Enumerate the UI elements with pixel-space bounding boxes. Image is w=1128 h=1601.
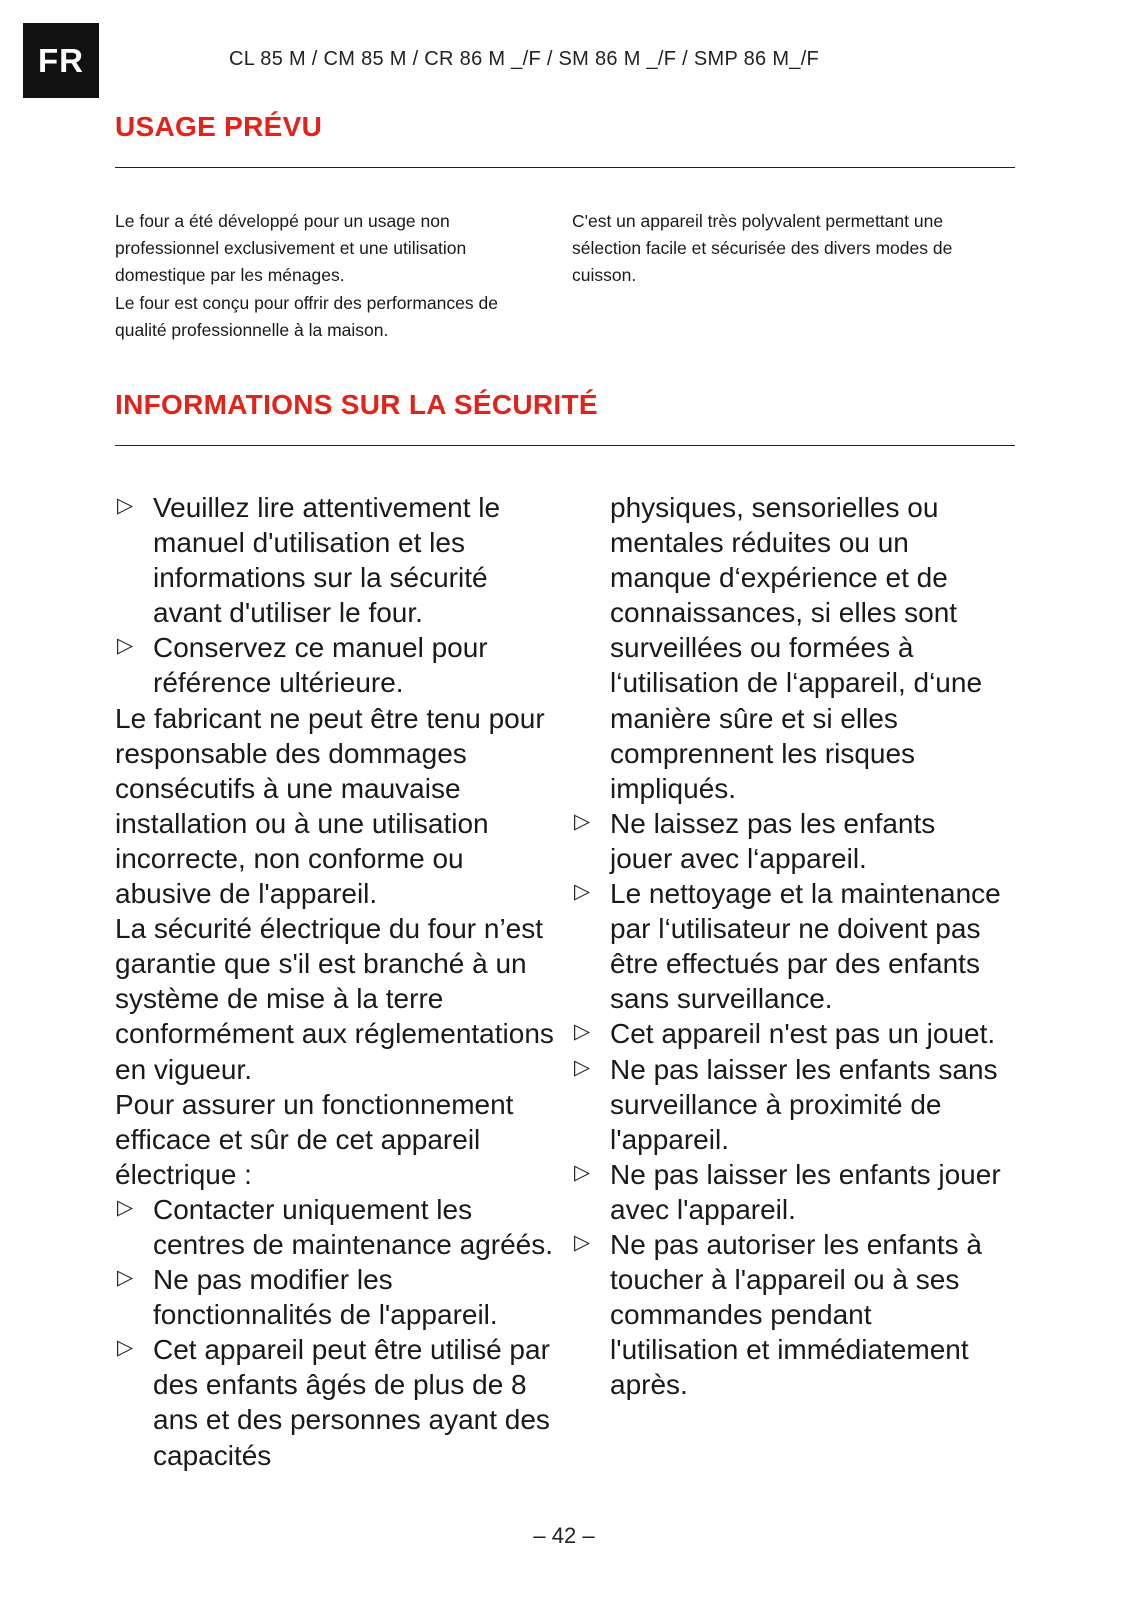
triangle-bullet-icon: ▷ bbox=[574, 1019, 591, 1044]
page-number: – 42 – bbox=[533, 1523, 595, 1548]
model-list: CL 85 M / CM 85 M / CR 86 M _/F / SM 86 M _/F / SMP 86 M_/F bbox=[229, 48, 820, 70]
safety-bullet: ▷ Le nettoyage et la maintenance par l‘utilisateur ne doivent pas être effectués par des enfants sans surveillance. bbox=[572, 876, 1002, 1016]
safety-bullet: ▷ Cet appareil peut être utilisé par des enfants âgés de plus de 8 ans et des personnes ayant des capacités bbox=[115, 1332, 555, 1472]
triangle-bullet-icon: ▷ bbox=[574, 879, 591, 904]
usage-divider bbox=[115, 167, 1015, 168]
safety-divider bbox=[115, 445, 1015, 446]
usage-section-title: USAGE PRÉVU bbox=[115, 111, 323, 142]
triangle-bullet-icon: ▷ bbox=[117, 633, 134, 658]
safety-bullet: ▷ Ne pas laisser les enfants sans surveillance à proximité de l'appareil. bbox=[572, 1052, 1002, 1157]
safety-paragraph: Le fabricant ne peut être tenu pour responsable des dommages consécutifs à une mauvaise installation ou à une utilisation incorrecte, non conforme ou abusive de l'appareil. bbox=[115, 702, 545, 910]
triangle-bullet-icon: ▷ bbox=[117, 1194, 134, 1219]
triangle-bullet-icon: ▷ bbox=[574, 808, 591, 833]
usage-left-column bbox=[115, 208, 545, 344]
safety-bullet: ▷ Conservez ce manuel pour référence ultérieure. bbox=[115, 630, 555, 700]
usage-paragraph: Le four a été développé pour un usage non professionnel exclusivement et une utilisation domestique par les ménages. bbox=[115, 211, 467, 286]
triangle-bullet-icon: ▷ bbox=[574, 1159, 591, 1184]
safety-left-column bbox=[115, 490, 555, 1473]
triangle-bullet-icon: ▷ bbox=[117, 1265, 134, 1290]
triangle-bullet-icon: ▷ bbox=[574, 1229, 591, 1254]
safety-paragraph: Pour assurer un fonctionnement efficace et sûr de cet appareil électrique : bbox=[115, 1088, 514, 1190]
safety-continuation: physiques, sensorielles ou mentales réduites ou un manque d‘expérience et de connaissances, si elles sont surveillées ou formées à l‘utilisation de l‘appareil, d‘une manière sûre et si elles comprennent les risques impliqués. bbox=[610, 492, 983, 804]
safety-bullet: ▷ Ne pas modifier les fonctionnalités de l'appareil. bbox=[115, 1262, 555, 1332]
usage-right-column bbox=[572, 208, 992, 290]
safety-paragraph: La sécurité électrique du four n’est garantie que s'il est branché à un système de mise à la terre conformément aux réglementations en vigueur. bbox=[115, 913, 554, 1085]
triangle-bullet-icon: ▷ bbox=[117, 1335, 134, 1360]
safety-bullet: ▷ Cet appareil n'est pas un jouet. bbox=[572, 1016, 1002, 1051]
safety-bullet: ▷ Ne pas laisser les enfants jouer avec l'appareil. bbox=[572, 1157, 1002, 1227]
safety-bullet: ▷ Contacter uniquement les centres de maintenance agréés. bbox=[115, 1192, 555, 1262]
safety-bullet: ▷ Veuillez lire attentivement le manuel d'utilisation et les informations sur la sécurité avant d'utiliser le four. bbox=[115, 490, 555, 630]
language-badge: FR bbox=[23, 23, 99, 98]
usage-paragraph: Le four est conçu pour offrir des performances de qualité professionnelle à la maison. bbox=[115, 292, 498, 340]
safety-section-title: INFORMATIONS SUR LA SÉCURITÉ bbox=[115, 389, 598, 420]
usage-paragraph: C'est un appareil très polyvalent permettant une sélection facile et sécurisée des divers modes de cuisson. bbox=[572, 211, 953, 286]
safety-bullet: ▷ Ne laissez pas les enfants jouer avec l‘appareil. bbox=[572, 806, 1002, 876]
triangle-bullet-icon: ▷ bbox=[574, 1054, 591, 1079]
triangle-bullet-icon: ▷ bbox=[117, 493, 134, 517]
safety-right-column bbox=[572, 490, 1002, 1402]
safety-bullet: ▷ Ne pas autoriser les enfants à toucher à l'appareil ou à ses commandes pendant l'utilisation et immédiatement après. bbox=[572, 1227, 1002, 1402]
